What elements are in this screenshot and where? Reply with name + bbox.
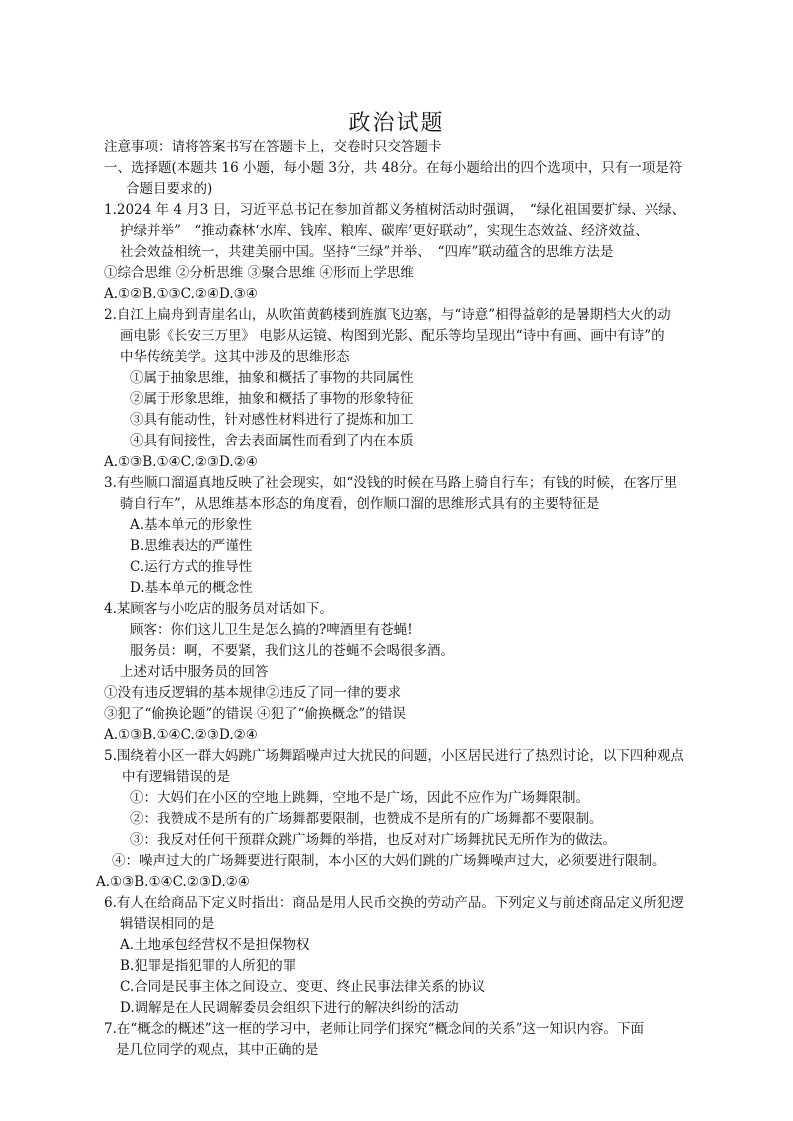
q4-answers: A.①③B.①④C.②③D.②④: [104, 727, 258, 743]
q7-stem: 7.在“概念的概述”这一框的学习中，老师让同学们探究“概念间的关系”这一知识内容。下面: [104, 1021, 644, 1037]
q6-option: D.调解是在人民调解委员会组织下进行的解决纠纷的活动: [120, 1000, 459, 1016]
q4-statements: ③犯了“偷换论题”的错误 ④犯了“偷换概念”的错误: [104, 706, 406, 722]
q1-stem: 1.2024 年 4 月3 日，习近平总书记在参加首都义务植树活动时强调， “绿化祖国要扩绿、兴绿、: [104, 202, 686, 218]
q7-stem: 是几位同学的观点，其中正确的是: [116, 1042, 319, 1058]
q4-dialog: 顾客：你们这儿卫生是怎么搞的?啤酒里有苍蝇!: [130, 622, 413, 638]
section-heading-cont: 合题目要求的): [126, 181, 213, 197]
q2-option: ②属于形象思维，抽象和概括了事物的形象特征: [130, 391, 414, 407]
q6-stem: 6.有人在给商品下定义时指出：商品是用人民币交换的劳动产品。下列定义与前述商品定义所犯逻: [104, 895, 684, 911]
q5-view: ③：我反对任何干预群众跳广场舞的举措，也反对对广场舞扰民无所作为的做法。: [130, 832, 616, 848]
q1-answers: A.①②B.①③C.②④D.③④: [104, 286, 258, 302]
q2-stem: 2.自江上扁舟到青崖名山，从吹笛黄鹤楼到旌旗飞边塞，与“诗意”相得益彰的是暑期档大火的动: [104, 307, 671, 323]
q2-option: ④具有间接性，舍去表面属性而看到了内在本质: [130, 433, 414, 449]
q4-dialog: 服务员：啊，不要紧，我们这儿的苍蝇不会喝很多酒。: [130, 643, 454, 659]
section-heading: 一、选择题(本题共 16 小题，每小题 3分，共 48分。在每小题给出的四个选项中，只有一项是符: [104, 160, 683, 176]
q4-stem: 4.某顾客与小吃店的服务员对话如下。: [104, 601, 333, 617]
q3-stem: 骑自行车”，从思维基本形态的角度看，创作顺口溜的思维形式具有的主要特征是: [120, 496, 600, 512]
q2-stem: 画电影《长安三万里》 电影从运镜、构图到光影、配乐等均呈现出“诗中有画、画中有诗”的: [120, 328, 665, 344]
q4-dialog: 上述对话中服务员的回答: [120, 664, 269, 680]
q6-option: B.犯罪是指犯罪的人所犯的罪: [120, 958, 297, 974]
q2-answers: A.①③B.①④C.②③D.②④: [104, 454, 258, 470]
q2-stem: 中华传统美学。这其中涉及的思维形态: [120, 349, 350, 365]
q2-option: ③具有能动性，针对感性材料进行了提炼和加工: [130, 412, 414, 428]
q5-answers: A.①③B.①④C.②③D.②④: [96, 874, 250, 890]
q3-option: D.基本单元的概念性: [130, 580, 253, 596]
q6-option: C.合同是民事主体之间设立、变更、终止民事法律关系的协议: [120, 979, 486, 995]
q3-option: B.思维表达的严谨性: [130, 538, 253, 554]
page-title: 政治试题: [348, 111, 445, 136]
q1-stem: 社会效益相统一，共建美丽中国。坚持“三绿”并举、 “四库”联动蕴含的思维方法是: [120, 244, 614, 260]
q4-statements: ①没有违反逻辑的基本规律②违反了同一律的要求: [104, 685, 401, 701]
q3-stem: 3.有些顺口溜逼真地反映了社会现实，如“没钱的时候在马路上骑自行车；有钱的时候，在客厅里: [104, 475, 678, 491]
q5-view: ④：噪声过大的广场舞要进行限制，本小区的大妈们跳的广场舞噪声过大，必须要进行限制。: [112, 853, 666, 869]
q3-option: C.运行方式的推导性: [130, 559, 253, 575]
q2-option: ①属于抽象思维，抽象和概括了事物的共同属性: [130, 370, 414, 386]
q3-option: A.基本单元的形象性: [130, 517, 253, 533]
q5-stem: 5.围绕着小区一群大妈跳广场舞蹈噪声过大扰民的问题，小区居民进行了热烈讨论，以下四种观点: [104, 748, 684, 764]
q6-stem: 辑错误相同的是: [120, 916, 215, 932]
q5-view: ②：我赞成不是所有的广场舞都要限制，也赞成不是所有的广场舞都不要限制。: [130, 811, 603, 827]
q6-option: A.土地承包经营权不是担保物权: [120, 937, 310, 953]
notice: 注意事项：请将答案书写在答题卡上，交卷时只交答题卡: [104, 139, 442, 155]
q1-statements: ①综合思维 ②分析思维 ③聚合思维 ④形而上学思维: [104, 265, 414, 281]
q5-view: ①：大妈们在小区的空地上跳舞，空地不是广场，因此不应作为广场舞限制。: [130, 790, 589, 806]
q1-stem: 护绿并举” “推动森林‘水库、钱库、粮库、碳库’更好联动”，实现生态效益、经济效益、: [120, 223, 649, 239]
q5-stem: 中有逻辑错误的是: [122, 769, 230, 785]
